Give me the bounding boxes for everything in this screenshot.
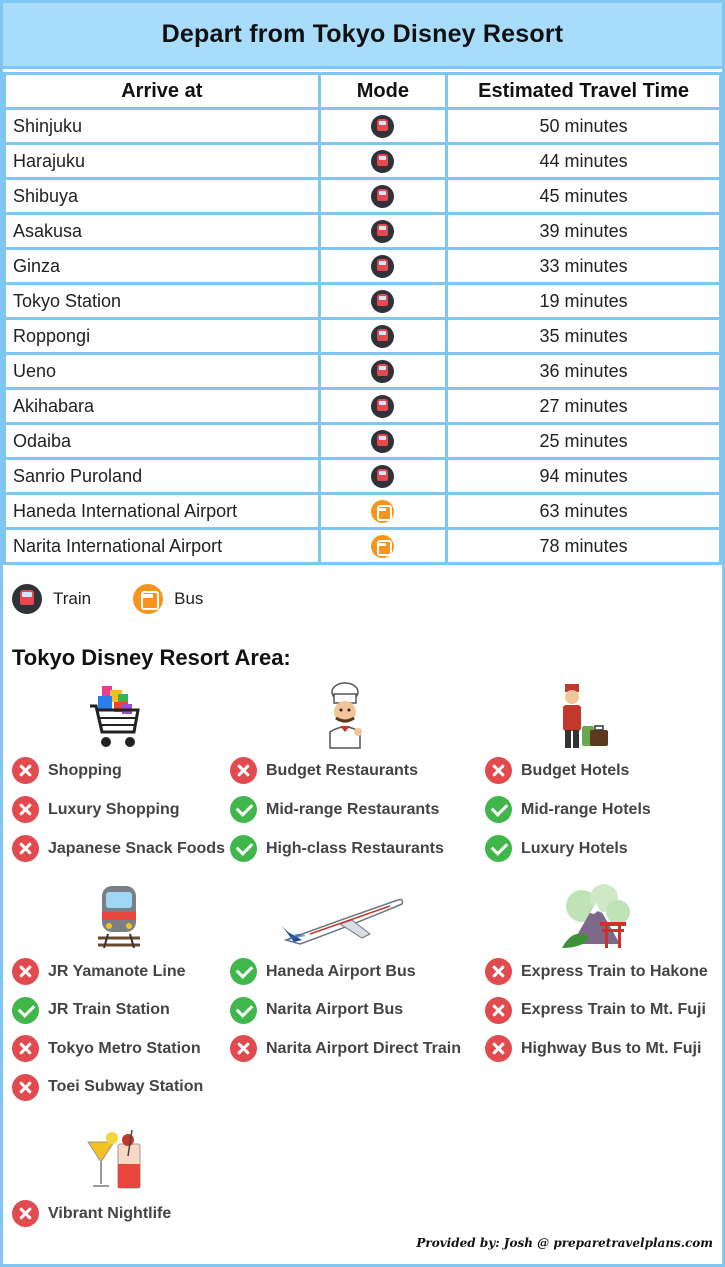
destination-cell: Shibuya	[5, 179, 320, 214]
feature-item	[12, 757, 122, 784]
destination-cell: Roppongi	[5, 319, 320, 354]
travel-time-cell: 35 minutes	[447, 319, 721, 354]
travel-time-cell: 25 minutes	[447, 424, 721, 459]
cross-icon	[12, 1035, 39, 1062]
cross-icon	[12, 1200, 39, 1227]
feature-label: High-class Restaurants	[266, 839, 444, 857]
travel-time-cell: 36 minutes	[447, 354, 721, 389]
mode-cell	[319, 144, 447, 179]
feature-item	[230, 997, 403, 1024]
train-icon	[371, 395, 394, 418]
mode-cell	[319, 389, 447, 424]
table-row	[5, 319, 721, 354]
feature-label: Mid-range Restaurants	[266, 800, 440, 818]
mode-cell	[319, 179, 447, 214]
table-row	[5, 284, 721, 319]
feature-label: JR Train Station	[48, 1001, 170, 1018]
train-icon	[371, 325, 394, 348]
feature-item	[12, 997, 170, 1024]
feature-item	[485, 796, 651, 823]
destination-cell: Ueno	[5, 354, 320, 389]
header-arrive-at: Arrive at	[5, 74, 320, 109]
feature-label: Express Train to Hakone	[521, 962, 708, 980]
feature-item	[230, 835, 444, 862]
feature-label: Haneda Airport Bus	[266, 962, 416, 980]
bellhop-icon	[558, 682, 612, 750]
travel-time-cell: 94 minutes	[447, 459, 721, 494]
mode-cell	[319, 529, 447, 564]
header-travel-time: Estimated Travel Time	[447, 74, 721, 109]
train-icon	[371, 115, 394, 138]
train-icon	[12, 584, 42, 614]
shopping-cart-icon	[88, 684, 140, 750]
feature-item	[485, 835, 628, 862]
travel-time-cell: 63 minutes	[447, 494, 721, 529]
check-icon	[230, 997, 257, 1024]
cross-icon	[12, 1074, 39, 1101]
train-front-icon	[94, 884, 144, 950]
destination-cell: Harajuku	[5, 144, 320, 179]
table-row	[5, 214, 721, 249]
feature-label: Budget Hotels	[521, 761, 630, 779]
mode-cell	[319, 424, 447, 459]
feature-item	[230, 796, 439, 823]
legend-train-label: Train	[53, 589, 92, 608]
train-icon	[371, 465, 394, 488]
page-title: Depart from Tokyo Disney Resort	[161, 20, 564, 48]
train-icon	[371, 150, 394, 173]
destination-cell: Haneda International Airport	[5, 494, 320, 529]
feature-label: Tokyo Metro Station	[48, 1039, 201, 1057]
cross-icon	[485, 997, 512, 1024]
train-icon	[371, 185, 394, 208]
table-row	[5, 459, 721, 494]
feature-label: Vibrant Nightlife	[48, 1204, 172, 1222]
feature-item	[230, 757, 418, 784]
feature-item	[12, 1035, 201, 1062]
check-icon	[230, 958, 257, 985]
feature-label: Luxury Shopping	[48, 800, 180, 818]
bus-icon	[133, 584, 163, 614]
feature-label: Toei Subway Station	[48, 1078, 204, 1095]
table-row	[5, 144, 721, 179]
cross-icon	[230, 1035, 257, 1062]
feature-item	[230, 1035, 461, 1062]
cocktail-icon	[84, 1126, 146, 1192]
feature-label: Narita Airport Direct Train	[266, 1039, 462, 1057]
feature-item	[12, 835, 225, 862]
check-icon	[485, 796, 512, 823]
train-icon	[371, 290, 394, 313]
feature-label: Japanese Snack Foods	[48, 839, 225, 857]
table-row	[5, 529, 721, 564]
table-row	[5, 249, 721, 284]
destination-cell: Shinjuku	[5, 109, 320, 144]
mode-cell	[319, 214, 447, 249]
travel-time-cell: 78 minutes	[447, 529, 721, 564]
area-section-title: Tokyo Disney Resort Area:	[12, 645, 291, 670]
feature-label: Narita Airport Bus	[266, 1001, 404, 1018]
airplane-icon	[280, 890, 406, 950]
bus-icon	[371, 500, 394, 523]
travel-time-cell: 19 minutes	[447, 284, 721, 319]
cross-icon	[12, 757, 39, 784]
feature-item	[485, 1035, 701, 1062]
mode-legend	[12, 584, 245, 614]
train-icon	[371, 255, 394, 278]
bus-icon	[371, 535, 394, 558]
feature-item	[12, 1200, 171, 1227]
cross-icon	[485, 1035, 512, 1062]
destination-cell: Asakusa	[5, 214, 320, 249]
feature-item	[12, 958, 186, 985]
cross-icon	[12, 835, 39, 862]
feature-label: JR Yamanote Line	[48, 962, 186, 980]
destination-cell: Narita International Airport	[5, 529, 320, 564]
cross-icon	[12, 958, 39, 985]
feature-item	[485, 757, 629, 784]
travel-time-cell: 45 minutes	[447, 179, 721, 214]
destination-cell: Sanrio Puroland	[5, 459, 320, 494]
mode-cell	[319, 459, 447, 494]
feature-label: Shopping	[48, 761, 122, 779]
header-mode: Mode	[319, 74, 447, 109]
mode-cell	[319, 354, 447, 389]
feature-item	[485, 997, 706, 1024]
travel-time-cell: 33 minutes	[447, 249, 721, 284]
check-icon	[12, 997, 39, 1024]
destination-cell: Akihabara	[5, 389, 320, 424]
table-row	[5, 109, 721, 144]
feature-label: Mid-range Hotels	[521, 800, 651, 818]
table-header-row	[5, 74, 721, 109]
title-bar	[3, 3, 722, 69]
table-row	[5, 389, 721, 424]
check-icon	[230, 835, 257, 862]
travel-time-table	[3, 72, 722, 565]
feature-label: Luxury Hotels	[521, 839, 628, 857]
check-icon	[230, 796, 257, 823]
destination-cell: Tokyo Station	[5, 284, 320, 319]
mode-cell	[319, 109, 447, 144]
feature-item	[230, 958, 416, 985]
cross-icon	[12, 796, 39, 823]
train-icon	[371, 360, 394, 383]
legend-bus-label: Bus	[174, 589, 204, 608]
feature-item	[485, 958, 708, 985]
mode-cell	[319, 494, 447, 529]
feature-item	[12, 1074, 203, 1101]
mount-fuji-icon	[560, 882, 634, 950]
mode-cell	[319, 249, 447, 284]
feature-item	[12, 796, 180, 823]
feature-label: Highway Bus to Mt. Fuji	[521, 1039, 702, 1057]
feature-label: Express Train to Mt. Fuji	[521, 1001, 706, 1018]
cross-icon	[485, 958, 512, 985]
chef-icon	[318, 682, 372, 750]
destination-cell: Ginza	[5, 249, 320, 284]
travel-time-cell: 44 minutes	[447, 144, 721, 179]
cross-icon	[230, 757, 257, 784]
destination-cell: Odaiba	[5, 424, 320, 459]
credit-text: Provided by: Josh @ preparetravelplans.com	[416, 1236, 713, 1250]
table-body	[5, 109, 721, 564]
train-icon	[371, 430, 394, 453]
check-icon	[485, 835, 512, 862]
table-row	[5, 494, 721, 529]
mode-cell	[319, 319, 447, 354]
table-row	[5, 354, 721, 389]
table-row	[5, 424, 721, 459]
mode-cell	[319, 284, 447, 319]
travel-time-cell: 27 minutes	[447, 389, 721, 424]
train-icon	[371, 220, 394, 243]
travel-time-cell: 50 minutes	[447, 109, 721, 144]
travel-time-cell: 39 minutes	[447, 214, 721, 249]
table-row	[5, 179, 721, 214]
cross-icon	[485, 757, 512, 784]
feature-label: Budget Restaurants	[266, 761, 419, 779]
